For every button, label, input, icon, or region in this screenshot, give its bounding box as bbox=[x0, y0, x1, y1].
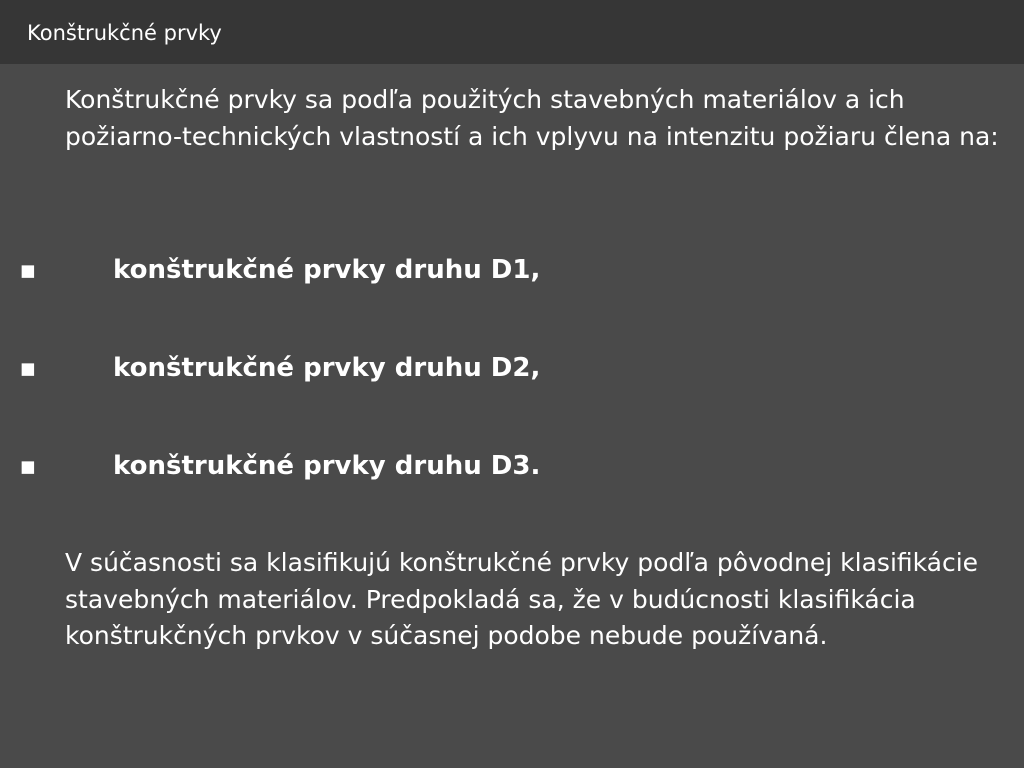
slide-title: Konštrukčné prvky bbox=[27, 21, 222, 45]
bullet-marker-icon: ▪ bbox=[19, 353, 37, 382]
bullet-text: konštrukčné prvky druhu D3. bbox=[113, 451, 541, 481]
intro-paragraph: Konštrukčné prvky sa podľa použitých stavebných materiálov a ich požiarno-technických vlastností a ich vplyvu na intenzitu požiaru člena na: bbox=[65, 85, 999, 151]
bullet-marker-icon: ▪ bbox=[19, 255, 37, 284]
bullet-marker-icon: ▪ bbox=[19, 451, 37, 480]
closing-paragraph: V súčasnosti sa klasifikujú konštrukčné prvky podľa pôvodnej klasifikácie stavebných materiálov. Predpokladá sa, že v budúcnosti klasifikácia konštrukčných prvkov v súčasnej podobe nebude používaná. bbox=[65, 548, 979, 650]
bullet-text: konštrukčné prvky druhu D2, bbox=[113, 353, 541, 383]
bullet-text: konštrukčné prvky druhu D1, bbox=[113, 255, 541, 285]
bullet-item-d1 bbox=[0, 250, 1024, 290]
bullet-item-d2 bbox=[0, 348, 1024, 388]
bullet-item-d3 bbox=[0, 446, 1024, 486]
